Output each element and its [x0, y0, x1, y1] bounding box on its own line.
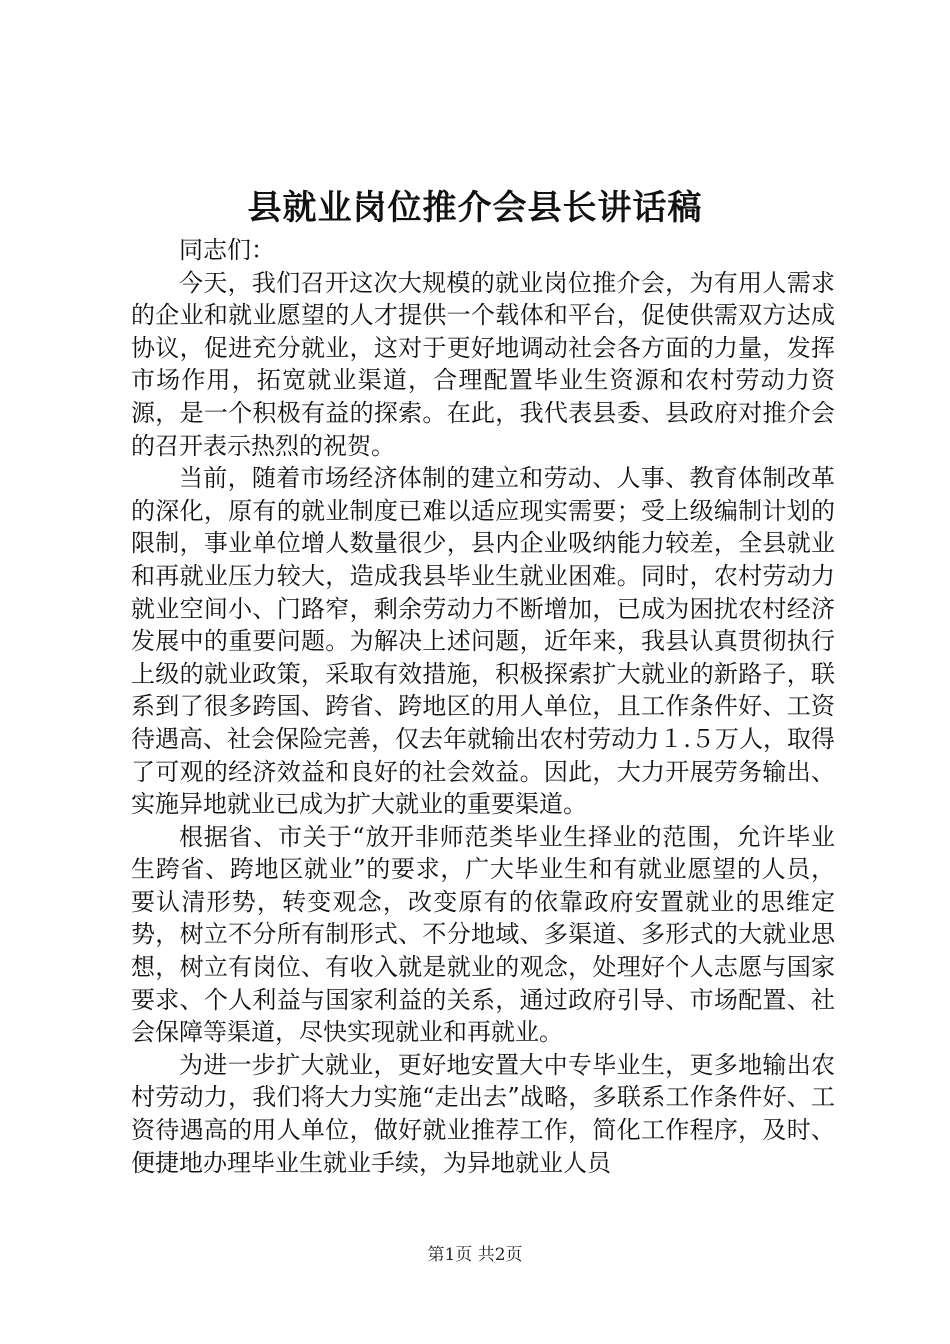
- paragraph-4: 为进一步扩大就业，更好地安置大中专毕业生，更多地输出农村劳动力，我们将大力实施“走出去”战略，多联系工作条件好、工资待遇高的用人单位，做好就业推荐工作，简化工作程序，及时、便捷地办理毕业生就业手续，为异地就业人员: [131, 1050, 835, 1177]
- paragraph-1: 今天，我们召开这次大规模的就业岗位推介会，为有用人需求的企业和就业愿望的人才提供一个载体和平台，促使供需双方达成协议，促进充分就业，这对于更好地调动社会各方面的力量，发挥市场作用，拓宽就业渠道，合理配置毕业生资源和农村劳动力资源，是一个积极有益的探索。在此，我代表县委、县政府对推介会的召开表示热烈的祝贺。: [131, 268, 835, 460]
- document-body: [131, 234, 835, 1179]
- page-number-footer: 第1页 共2页: [427, 1245, 523, 1265]
- greeting-line: 同志们：: [179, 236, 275, 264]
- paragraph-3: 根据省、市关于“放开非师范类毕业生择业的范围，允许毕业生跨省、跨地区就业”的要求，广大毕业生和有就业愿望的人员，要认清形势，转变观念，改变原有的依靠政府安置就业的思维定势，树立不分所有制形式、不分地域、多渠道、多形式的大就业思想，树立有岗位、有收入就是就业的观念，处理好个人志愿与国家要求、个人利益与国家利益的关系，通过政府引导、市场配置、社会保障等渠道，尽快实现就业和再就业。: [131, 822, 835, 1047]
- document-title: 县就业岗位推介会县长讲话稿: [247, 188, 703, 228]
- paragraph-2: 当前，随着市场经济体制的建立和劳动、人事、教育体制改革的深化，原有的就业制度已难以适应现实需要；受上级编制计划的限制，事业单位增人数量很少，县内企业吸纳能力较差，全县就业和再就业压力较大，造成我县毕业生就业困难。同时，农村劳动力就业空间小、门路窄，剩余劳动力不断增加，已成为困扰农村经济发展中的重要问题。为解决上述问题，近年来，我县认真贯彻执行上级的就业政策，采取有效措施，积极探索扩大就业的新路子，联系到了很多跨国、跨省、跨地区的用人单位，且工作条件好、工资待遇高、社会保险完善，仅去年就输出农村劳动力１.５万人，取得了可观的经济效益和良好的社会效益。因此，大力开展劳务输出、实施异地就业已成为扩大就业的重要渠道。: [131, 464, 835, 819]
